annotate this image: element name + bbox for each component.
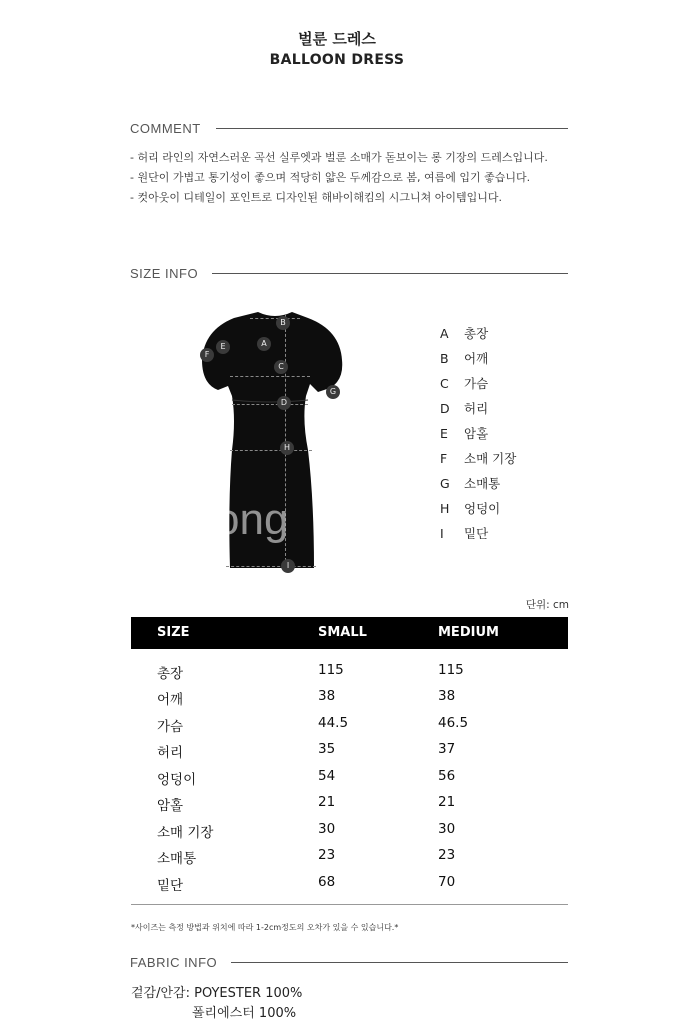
table-row: 암홀 21 21 [157, 794, 456, 814]
size-table-header [131, 617, 568, 649]
comment-divider [216, 128, 568, 129]
table-bottom-divider [131, 904, 568, 905]
waist-guide [232, 404, 308, 405]
table-row: 소매통 23 23 [157, 847, 456, 867]
marker-h: H [280, 441, 294, 455]
hip-guide [230, 450, 312, 451]
size-info-divider [212, 273, 568, 274]
unit-label: 단위: cm [525, 599, 569, 611]
table-row: 밑단 68 70 [157, 874, 456, 894]
fabric-composition-korean: 폴리에스터 100% [192, 1006, 297, 1021]
fabric-divider [231, 962, 568, 963]
legend-item: D 허리 [440, 401, 489, 416]
comment-section-label: COMMENT [130, 121, 201, 136]
table-row: 엉덩이 54 56 [157, 768, 456, 788]
legend-item: C 가슴 [440, 376, 489, 391]
fabric-composition: 겉감/안감: POYESTER 100% [131, 986, 303, 1001]
legend-item: F 소매 기장 [440, 451, 517, 466]
comment-line: - 허리 라인의 자연스러운 곡선 실루엣과 벌룬 소매가 돋보이는 롱 기장의 드레스입니다. [130, 151, 548, 164]
product-title-english: BALLOON DRESS [269, 52, 405, 68]
table-row: 총장 115 115 [157, 662, 464, 682]
marker-d: D [277, 396, 291, 410]
header-medium: MEDIUM [438, 625, 499, 640]
table-row: 가슴 44.5 46.5 [157, 715, 469, 735]
shoulder-guide [250, 318, 300, 319]
comment-line: - 원단이 가볍고 통기성이 좋으며 적당히 얇은 두께감으로 봄, 여름에 입기 좋습니다. [130, 171, 531, 184]
fabric-section-label: FABRIC INFO [130, 955, 218, 970]
legend-item: B 어깨 [440, 351, 489, 366]
dress-measurement-diagram [190, 300, 360, 580]
measurement-note: *사이즈는 측정 방법과 위치에 따라 1-2cm정도의 오차가 있을 수 있습니다.* [131, 923, 399, 932]
marker-e: E [216, 340, 230, 354]
header-small: SMALL [318, 625, 367, 640]
marker-i: I [281, 559, 295, 573]
legend-item: G 소매통 [440, 476, 501, 491]
table-row: 어깨 38 38 [157, 688, 456, 708]
table-row: 허리 35 37 [157, 741, 456, 761]
hem-guide [226, 566, 316, 567]
table-row: 소매 기장 30 30 [157, 821, 456, 841]
legend-item: A 총장 [440, 326, 489, 341]
header-size: SIZE [157, 625, 190, 640]
legend-item: H 엉덩이 [440, 501, 501, 516]
marker-a: A [257, 337, 271, 351]
size-info-section-label: SIZE INFO [130, 266, 199, 281]
marker-f: F [200, 348, 214, 362]
marker-b: B [276, 316, 290, 330]
watermark-text: ong [215, 495, 289, 544]
legend-item: I 밑단 [440, 526, 489, 541]
chest-guide [230, 376, 310, 377]
comment-line: - 컷아웃이 디테일이 포인트로 디자인된 해바이해킴의 시그니쳐 아이템입니다. [130, 191, 502, 204]
product-title-korean: 벌룬 드레스 [298, 30, 376, 48]
legend-item: E 암홀 [440, 426, 489, 441]
marker-c: C [274, 360, 288, 374]
marker-g: G [326, 385, 340, 399]
